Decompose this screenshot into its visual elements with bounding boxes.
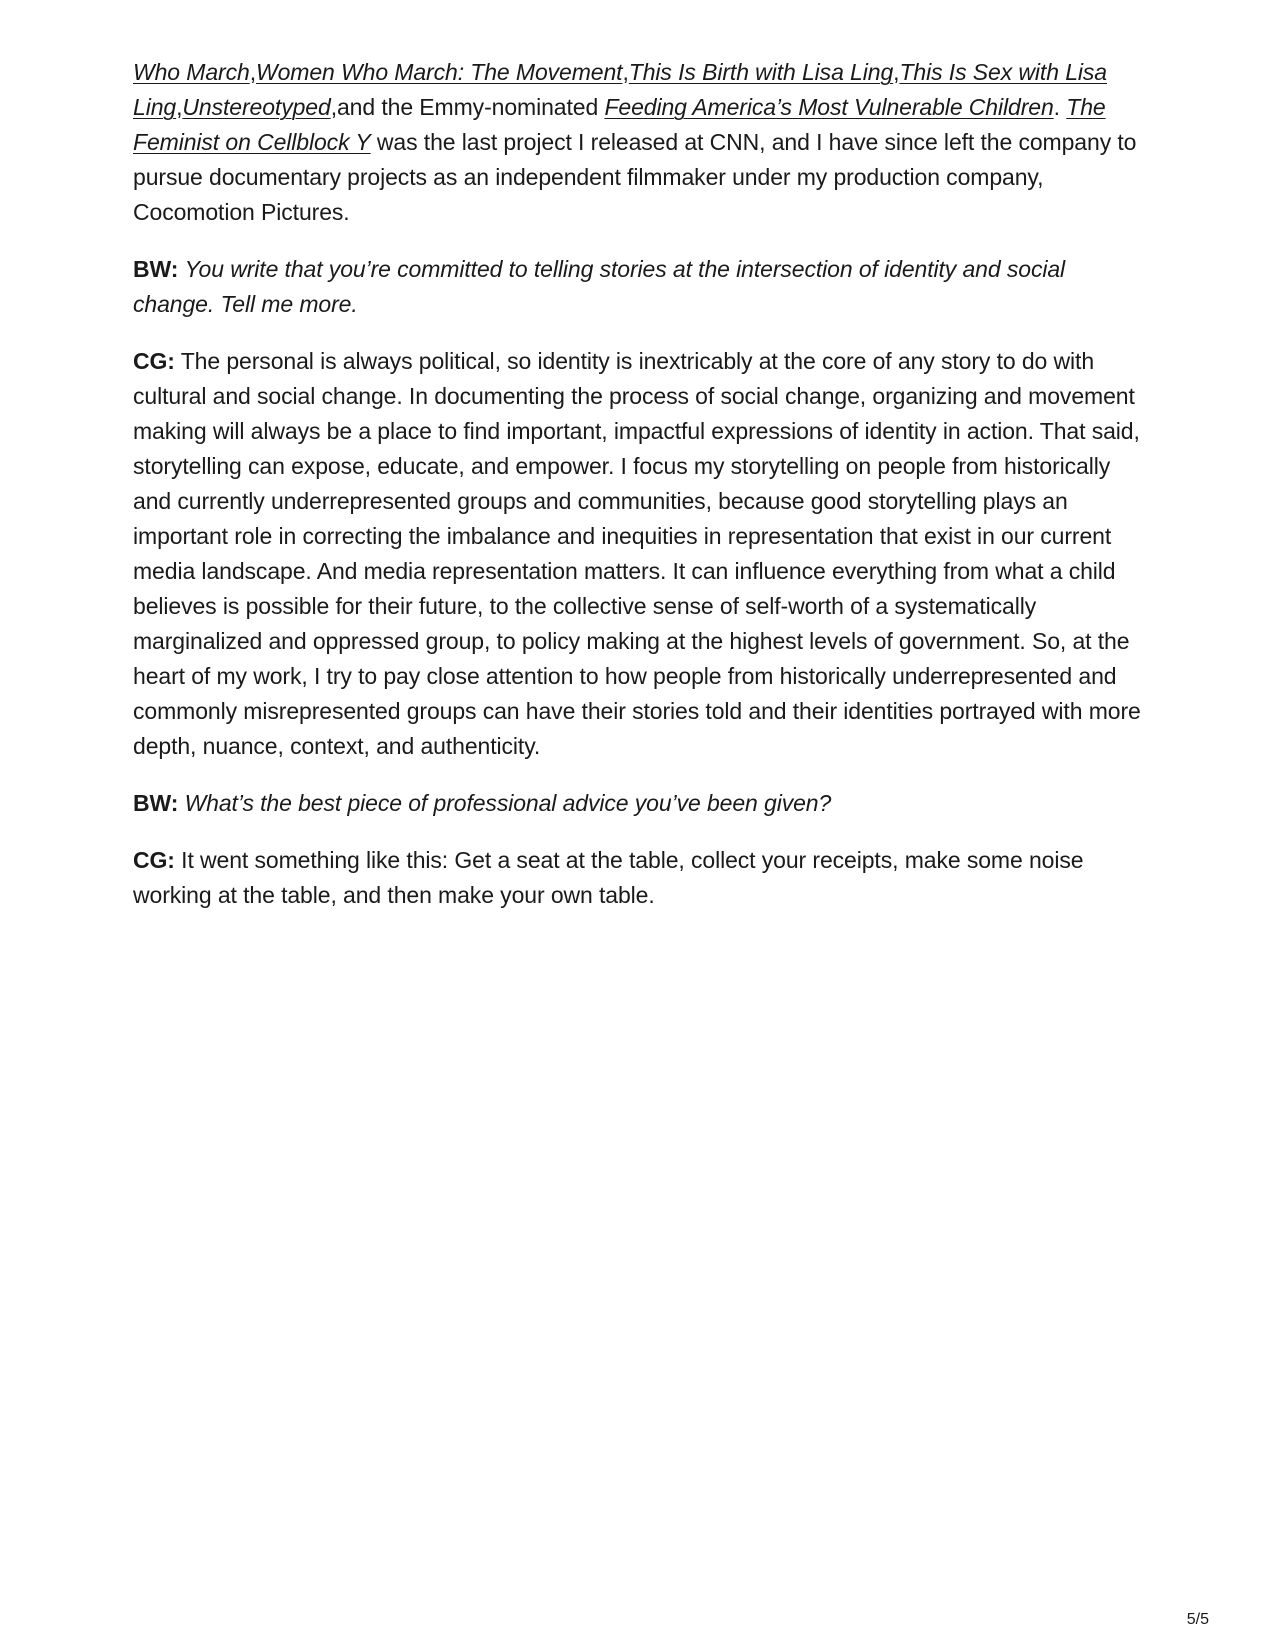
link-this-is-sex[interactable]: This Is Sex with Lisa Ling	[133, 59, 1107, 120]
answer-text: The personal is always political, so identity is inextricably at the core of any story to do with cultural and social change. In documenting the process of social change, organizing and movement making will always be a place to find important, impactful expressions of identity in action. That said, storytelling can expose, educate, and empower. I focus my storytelling on people from historically and currently underrepresented groups and communities, because good storytelling plays an important role in correcting the imbalance and inequities in representation that exist in our current media landscape. And media representation matters. It can influence everything from what a child believes is possible for their future, to the collective sense of self-worth of a systematically marginalized and oppressed group, to policy making at the highest levels of government. So, at the heart of my work, I try to pay close attention to how people from historically underrepresented and commonly misrepresented groups can have their stories told and their identities portrayed with more depth, nuance, context, and authenticity.	[133, 348, 1141, 759]
separator: ,	[622, 59, 629, 85]
answer-text: It went something like this: Get a seat at the table, collect your receipts, make some noise working at the table, and then make your own table.	[133, 847, 1084, 908]
qa-answer	[133, 843, 1143, 913]
intro-text: .	[1053, 94, 1067, 120]
link-who-march[interactable]: Who March	[133, 59, 250, 85]
document-page	[133, 55, 1143, 935]
speaker-label: CG:	[133, 847, 175, 873]
separator: ,	[249, 59, 256, 85]
link-women-who-march-the-movement[interactable]: Women Who March: The Movement	[255, 59, 623, 85]
link-this-is-birth[interactable]: This Is Birth with Lisa Ling	[628, 59, 894, 85]
separator: ,	[176, 94, 183, 120]
question-text: What’s the best piece of professional advice you’ve been given?	[184, 790, 832, 816]
separator: ,	[893, 59, 900, 85]
qa-question	[133, 786, 1143, 821]
speaker-label: CG:	[133, 348, 175, 374]
qa-answer	[133, 344, 1143, 764]
page-number: 5/5	[1186, 1611, 1209, 1628]
speaker-label: BW:	[133, 256, 179, 282]
question-text: You write that you’re committed to telling stories at the intersection of identity and social change. Tell me more.	[133, 256, 1066, 317]
link-feminist-on-cellblock-y[interactable]: The Feminist on Cellblock Y	[133, 94, 1106, 155]
link-unstereotyped[interactable]: Unstereotyped	[182, 94, 331, 120]
link-feeding-america[interactable]: Feeding America’s Most Vulnerable Children	[604, 94, 1054, 120]
intro-paragraph	[133, 55, 1143, 230]
speaker-label: BW:	[133, 790, 179, 816]
intro-text: ,and the Emmy-nominated	[330, 94, 605, 120]
qa-question	[133, 252, 1143, 322]
intro-text: was the last project I released at CNN, and I have since left the company to pursue documentary projects as an independent filmmaker under my production company, Cocomotion Pictures.	[133, 129, 1137, 225]
